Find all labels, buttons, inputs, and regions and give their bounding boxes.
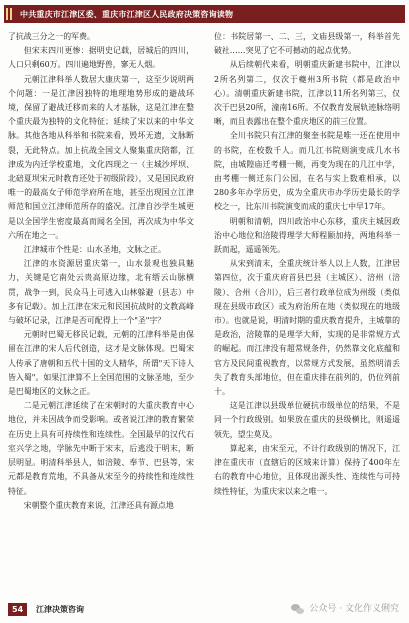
watermark-text: 公众号 · 文化作义俐究 xyxy=(309,604,399,614)
paragraph: 元朝时巴蜀无移民记载，元朝的江津科举是由保留在江津的宋人后代创造，这才是文脉体现。巴蜀宋人传承了唐朝和五代十国的文人精华，所谓"天下诗人皆入蜀"。如果江津算不上全国范围的文脉圣地，至少是巴蜀地区的文脉之正。 xyxy=(8,330,194,397)
header-title: 中共重庆市江津区委、重庆市江津区人民政府决策咨询读物 xyxy=(20,9,234,19)
paragraph: 明朝和清朝，四川政治中心东移，重庆主城因政治中心地位和涪陵得理学大师程颐加持，两地科举一跃而起，遥遥领先。 xyxy=(214,216,400,255)
paragraph: 这是江津以县级单位硬抗市级单位的结果，不是同一个行政级别。如果放在重庆的县级横比，则遥遥领先，望尘莫及。 xyxy=(214,401,400,439)
paragraph: 从宋到清末，全重庆统计举人以上人数，江津居第四位，次于重庆府首县巴县（主城区）、涪州（涪陵）、合州（合川），后三者行政单位成为州级（类似现在县级市政区）或为府治所在地（类似现在的地级市）。也就是说，明清时期的重庆教育提升，主城靠的是政治，涪陵靠的是理学大师，实现的是非常规方式的崛起。而江津没有超常规条件，仍然靠文化底蕴和官方及民间重视教育，以常规方式发展，虽然明清丢失了教育头部地位，但在重庆排在前列的，仍位列前十。 xyxy=(214,259,400,397)
magazine-title: 江津决策咨询 xyxy=(36,605,84,614)
paragraph: 位：书院居第一、二、三，文庙县级第一，科举首先破社……突见了它不可撼动的起点优势。 xyxy=(214,32,400,56)
right-column xyxy=(214,30,400,596)
left-column xyxy=(8,30,194,596)
paragraph: 但宋末四川更惨：据明史记载，居城后的四川，人口只剩60万。四川遍地野兽，寥无人烟。 xyxy=(8,46,194,70)
paragraph: 全川书院只有江津的聚奎书院是唯一还在使用中的书院，在校数千人。而几江书院则演变成几水书院，由城隍庙迁考棚一侧，再变为现在的几江中学，由考棚一侧迁东门公园，在名与实上数难相承，以280多年办学历史，成为全重庆市办学历史最长的学校之一，比东川书院演变而成的重庆七中早17年。 xyxy=(214,131,400,212)
paragraph: 江津城市个性是：山水圣地，文脉之正。 xyxy=(23,245,166,255)
paragraph: 江津的水资源居重庆第一，山水景观也独具魅力，关键是它南处云贵高原边缘，北有缙云山脉横贯，战争一到，民众马上可逃入山林躲避（县志）中多有记载）。加上江津在宋元和民国抗战时的文教高峰与破坏记录，江津是否可配得上一个"圣"字？ xyxy=(8,259,194,326)
page-footer xyxy=(0,598,409,623)
paragraph: 元朝江津科举人数居大康庆第一，这至少说明两个问题：一是江津因独特的地理地势形成的避战环境，保留了避战迁移而来的人才基脉，这是江津在整个重庆最为独特的文化特征；延续了宋以来的中华文脉。其他各地从科举和书院来看，毁坏无遗，文脉断裂，无此特点。加上抗战全国文人聚集重庆陪都，江津成为内迁学校重地，文化四现之一（主城沙坪坝、北碚夏坝宋元时教育还处于初级阶段），又是国民政府唯一的最高女子师范学府所在地，甚至出现国立江津师范和国立江津师范所存的盛况。江津自沙学生城更是以全国学生密度最高而闻名全国，再次成为中华文六所在地之一。 xyxy=(8,74,194,240)
header-ornament xyxy=(6,8,14,20)
paragraph: 从后续朝代来看，明朝重庆新建书院中，江津以2所名列第二，仅次于夔州3所书院（都是政治中心）。清朝重庆新建书院，江津以11所名列第三，仅次于巴县20所，潼南16所。不仅教育发展轨迹脉络明晰，而且表露出在整个重庆地区的前三位置。 xyxy=(214,60,400,127)
paragraph: 了抗战三分之一的军费。 xyxy=(8,32,95,41)
page-number: 54 xyxy=(8,603,27,616)
wechat-icon xyxy=(291,603,305,615)
paragraph: 宋朝整个重庆教育来说，江津还具有源点地 xyxy=(23,500,174,510)
page-header xyxy=(4,5,405,23)
paragraph: 算起来，由宋至元，不计行政级别的情况下，江津在重庆市（直辖后的区域来计算）保持了400年左右的教育中心地位，且体现出源头性、连续性与可持续性特征，为重庆宋以来之唯一。 xyxy=(214,443,400,496)
watermark xyxy=(291,601,399,617)
paragraph: 二是元朝江津延续了在宋朝时的大重庆教育中心地位，并未因战争而受影响。或者说江津的教育繁荣在历史上具有可持续性和连续性。全国最早的汉代石室兴学之地，学脉先中断于宋末，后逃没于明末，断层明显。明清科举县人，如涪陵、奉节、巴县等，宋元都是教育荒地，不具备从宋至今的持续性和连续性特征。 xyxy=(8,401,194,496)
